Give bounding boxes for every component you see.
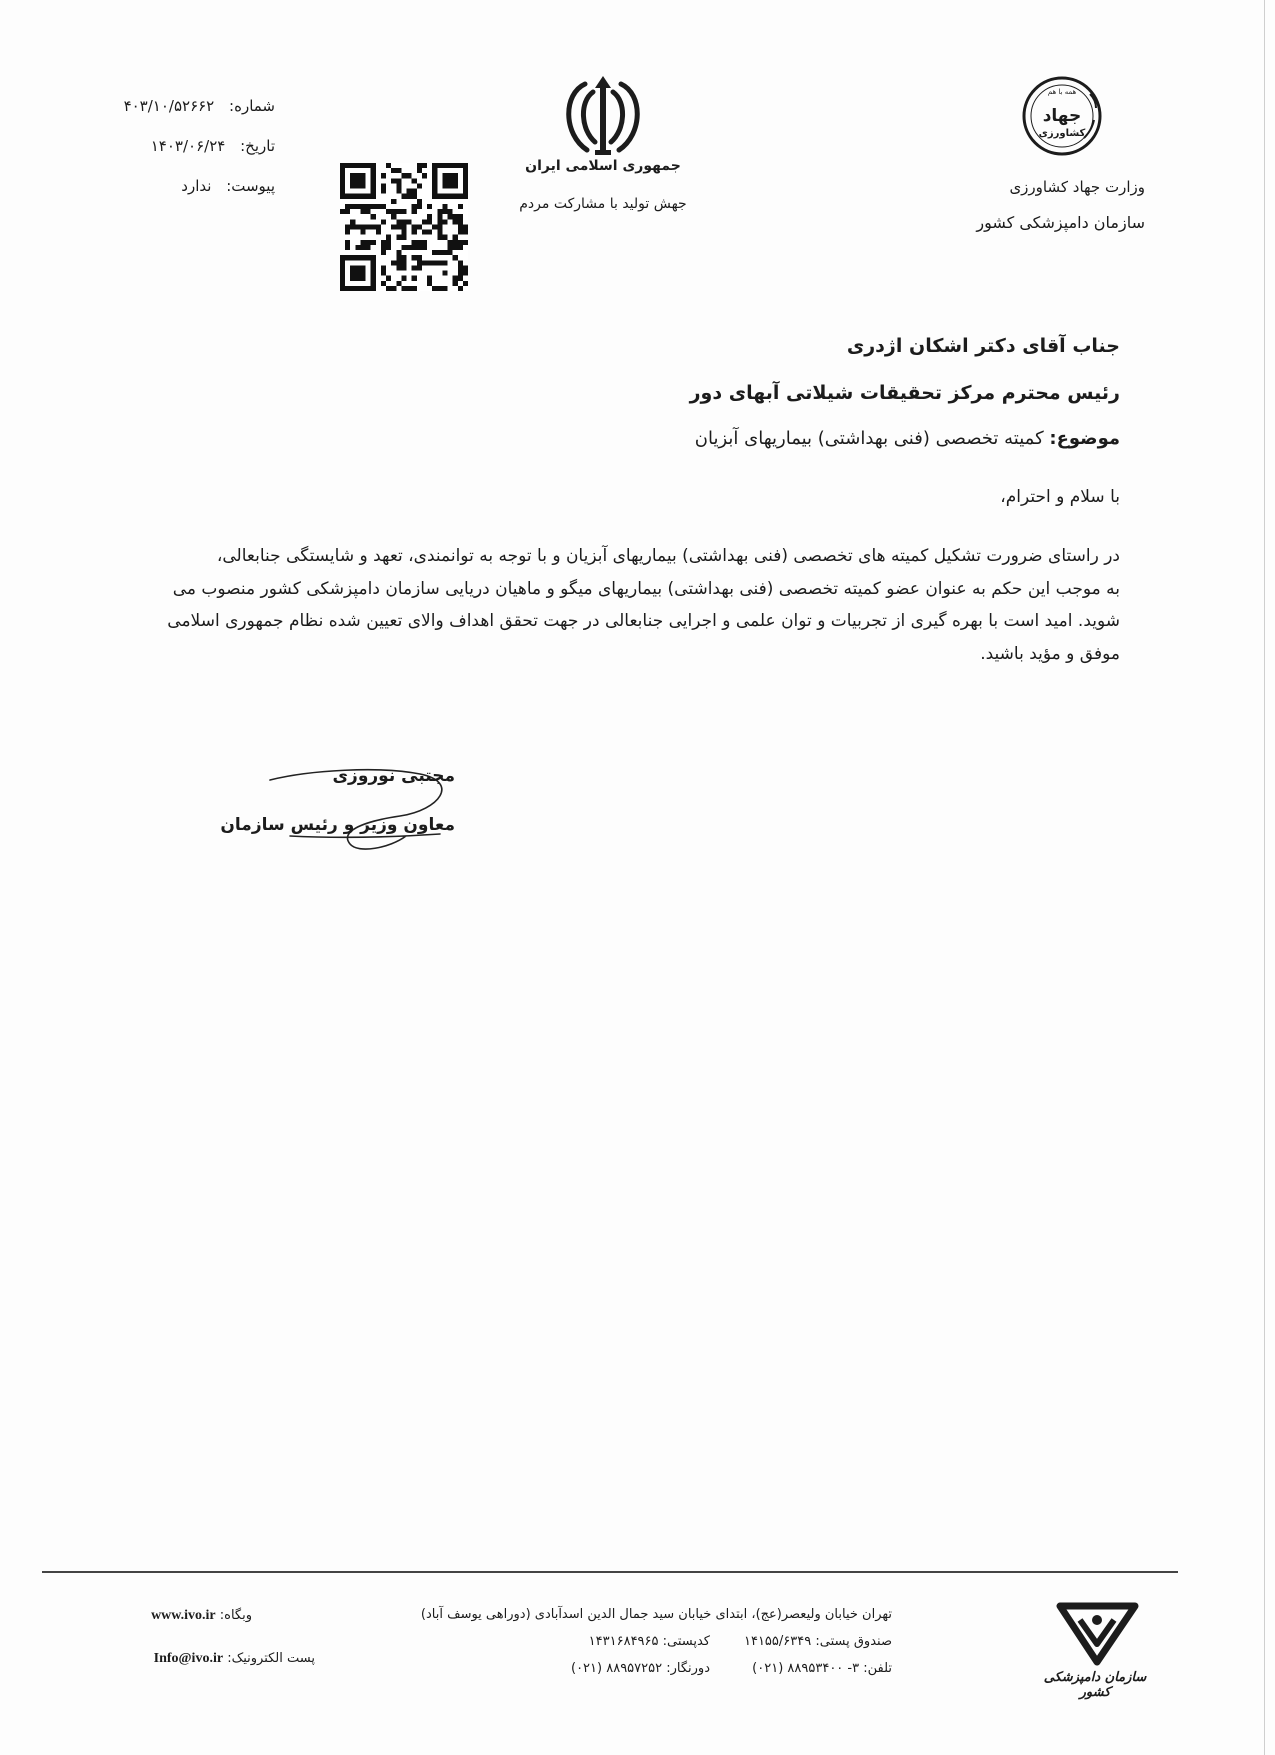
number-value: ۴۰۳/۱۰/۵۲۶۶۲ [123,97,215,115]
body-line: در راستای ضرورت تشکیل کمیته های تخصصی (فنی بهداشتی) بیماریهای آبزیان و با توجه به توانمندی، تعهد و شایستگی جنابعالی، [216,546,1120,566]
signatory-name: مجتبی نوروزی [332,766,455,786]
footer-postal-code: کدپستی: ۱۴۳۱۶۸۴۹۶۵ [588,1634,710,1649]
ministry-logo-top: همه با هم [1047,88,1077,96]
signatory-title: معاون وزیر و رئیس سازمان [220,815,455,835]
subject-label: موضوع: [1049,428,1120,449]
subject-text: کمیته تخصصی (فنی بهداشتی) بیماریهای آبزیان [694,428,1044,449]
recipient-title: رئیس محترم مرکز تحقیقات شیلاتی آبهای دور [689,382,1120,404]
organization-name: سازمان دامپزشکی کشور [976,213,1145,232]
date-label: تاریخ: [240,137,275,155]
qr-code [340,163,468,291]
date-value: ۱۴۰۳/۰۶/۲۴ [150,137,226,155]
footer-address: تهران خیابان ولیعصر(عج)، ابتدای خیابان سید جمال الدین اسدآبادی (دوراهی یوسف آباد) [420,1607,892,1622]
ministry-logo-text: جهاد [1042,106,1082,126]
footer-divider [42,1571,1178,1573]
email-label: پست الکترونیک: [227,1651,315,1666]
date-row [100,126,275,166]
footer-website [130,1608,252,1624]
website-link[interactable]: www.ivo.ir [151,1608,216,1623]
national-emblem-icon [555,72,651,162]
attachment-value: ندارد [181,177,212,195]
ministry-logo-sub: کشاورزی [1038,128,1086,139]
body-line: موفق و مؤید باشید. [980,643,1120,664]
footer-phone: تلفن: ۳- ۸۸۹۵۳۴۰۰ (۰۲۱) [752,1661,892,1676]
subject-line [560,428,1120,449]
greeting: با سلام و احترام، [1000,487,1120,507]
ministry-name: وزارت جهاد کشاورزی [1009,178,1145,196]
recipient-name: جناب آقای دکتر اشکان اژدری [846,335,1120,357]
footer-fax: دورنگار: ۸۸۹۵۷۲۵۲ (۰۲۱) [570,1661,710,1676]
slogan: جهش تولید با مشارکت مردم [519,196,687,212]
footer-email [130,1651,315,1667]
organization-logo-text: سازمان دامپزشکی کشور [1043,1670,1147,1700]
letter-body [100,540,1120,670]
attachment-label: پیوست: [226,177,275,195]
page-edge [1264,0,1265,1755]
website-label: وبگاه: [219,1608,252,1623]
body-line: شوید. امید است با بهره گیری از تجربیات و توان علمی و اجرایی جنابعالی در جهت تحقق اهداف والای تعیین شده نظام جمهوری اسلامی [167,611,1120,631]
organization-logo-icon [1050,1598,1145,1668]
number-label: شماره: [229,97,275,115]
footer-po-box: صندوق پستی: ۱۴۱۵۵/۶۳۴۹ [743,1634,892,1649]
ministry-logo-icon [1020,74,1104,158]
number-row [100,86,275,126]
attachment-row [100,166,275,206]
country-name: جمهوری اسلامی ایران [525,158,681,174]
letter-meta [100,86,275,206]
email-link[interactable]: Info@ivo.ir [153,1651,224,1666]
body-line: به موجب این حکم به عنوان عضو کمیته تخصصی (فنی بهداشتی) بیماریهای میگو و ماهیان دریایی سازمان دامپزشکی کشور منصوب می [172,578,1120,599]
